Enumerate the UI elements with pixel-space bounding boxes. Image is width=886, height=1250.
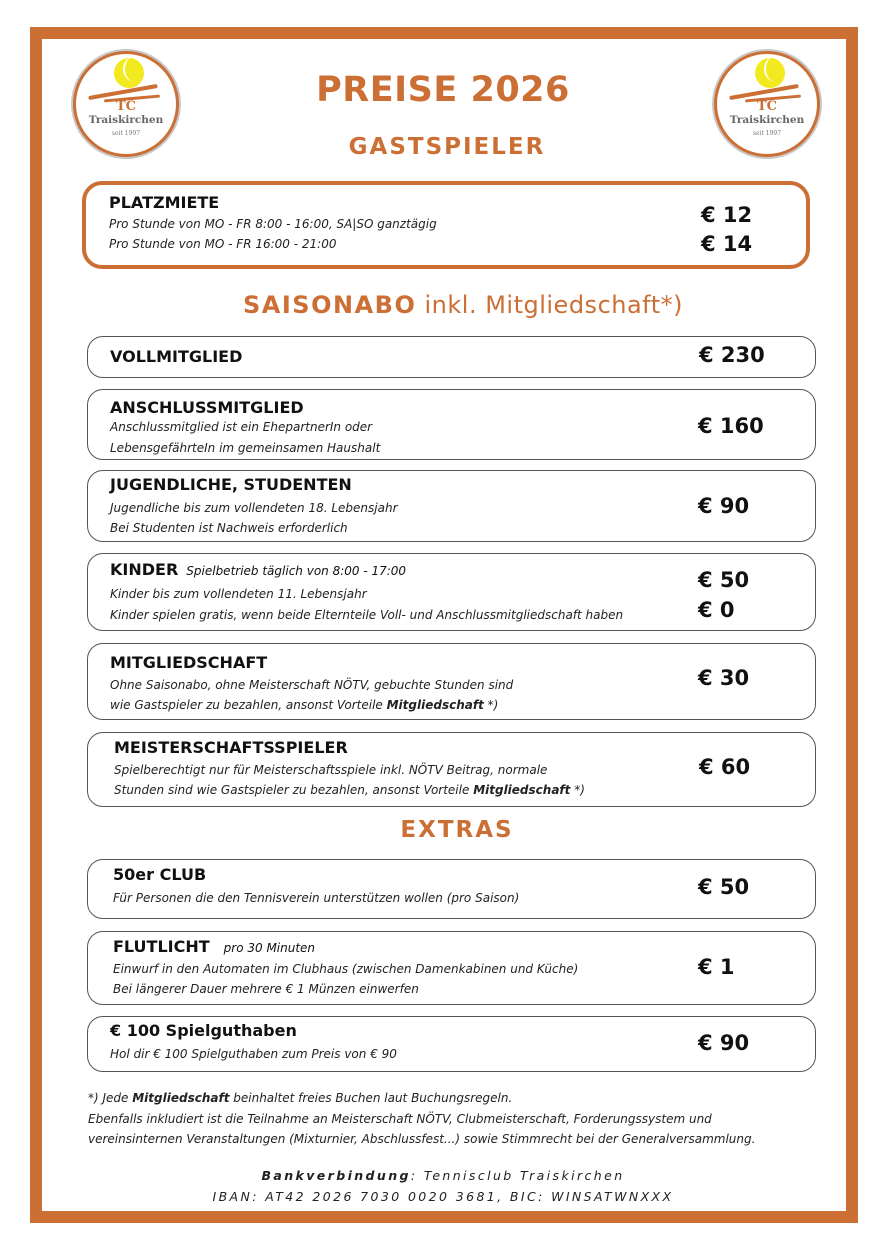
card-line: Einwurf in den Automaten im Clubhaus (zwischen Damenkabinen und Küche) [113, 962, 579, 976]
card-line-tail: *) [483, 698, 499, 712]
card-title: ANSCHLUSSMITGLIED [110, 398, 304, 417]
footnote-text: beinhaltet freies Buchen laut Buchungsregeln. [229, 1091, 513, 1105]
platzmiete-card [82, 181, 810, 269]
card-title: VOLLMITGLIED [110, 347, 243, 366]
price: € 90 [698, 1031, 750, 1055]
card-line: Ohne Saisonabo, ohne Meisterschaft NÖTV, gebuchte Stunden sind [110, 678, 514, 692]
bank-label: Bankverbindung [261, 1168, 411, 1183]
card-line-tail: *) [570, 783, 585, 797]
footnote-bold: Mitgliedschaft [132, 1091, 230, 1105]
logo-name: Traiskirchen [729, 114, 805, 126]
price: € 50 [698, 875, 750, 899]
card-line [110, 698, 498, 712]
price-card-meisterschaftsspieler [87, 732, 816, 807]
card-title: € 100 Spielguthaben [110, 1021, 297, 1040]
card-line-text: wie Gastspieler zu bezahlen, ansonst Vorteile [110, 698, 387, 712]
price: € 0 [698, 598, 735, 622]
card-line: Spielberechtigt nur für Meisterschaftsspiele inkl. NÖTV Beitrag, normale [114, 763, 548, 777]
price: € 90 [698, 494, 750, 518]
card-line-text: Stunden sind wie Gastspieler zu bezahlen, ansonst Vorteile [114, 783, 474, 797]
card-line: Pro Stunde von MO - FR 16:00 - 21:00 [109, 237, 337, 251]
price-card-50er-club [87, 859, 816, 919]
price: € 60 [699, 755, 751, 779]
card-line: Jugendliche bis zum vollendeten 18. Lebensjahr [110, 501, 398, 515]
footnote-line-1 [88, 1091, 512, 1105]
price: € 30 [698, 666, 750, 690]
logo-since: seit 1997 [111, 130, 141, 137]
price-card-anschlussmitglied [87, 389, 816, 460]
price-card-flutlicht [87, 931, 816, 1005]
price-card-vollmitglied [87, 336, 816, 378]
card-title-text: KINDER [110, 560, 179, 579]
price: € 14 [701, 232, 753, 256]
card-title: JUGENDLICHE, STUDENTEN [110, 475, 352, 494]
section-heading-extras: EXTRAS [400, 817, 514, 843]
card-title: MEISTERSCHAFTSSPIELER [114, 738, 348, 757]
footnote-line-2: Ebenfalls inkludiert ist die Teilnahme an Meisterschaft NÖTV, Clubmeisterschaft, Forderungssystem und [88, 1112, 712, 1126]
card-title [110, 560, 406, 579]
price-card-mitgliedschaft [87, 643, 816, 720]
logo-name: Traiskirchen [88, 114, 164, 126]
price-card-spielguthaben [87, 1016, 816, 1072]
card-line: Für Personen die den Tennisverein unterstützen wollen (pro Saison) [113, 891, 520, 905]
price: € 160 [698, 414, 764, 438]
card-line: Kinder bis zum vollendeten 11. Lebensjahr [110, 587, 367, 601]
footnote-line-3: vereinsinternen Veranstaltungen (Mixturnier, Abschlussfest...) sowie Stimmrecht bei der Generalversammlung. [88, 1132, 756, 1146]
saisonabo-rest: inkl. Mitgliedschaft*) [424, 291, 683, 319]
price: € 12 [701, 203, 753, 227]
bank-name: : Tennisclub Traiskirchen [410, 1168, 625, 1183]
card-title: PLATZMIETE [109, 193, 220, 212]
footnote-text: *) Jede [88, 1091, 133, 1105]
saisonabo-bold: SAISONABO [243, 291, 417, 319]
card-note: Spielbetrieb täglich von 8:00 - 17:00 [186, 564, 407, 578]
price-card-jugendliche [87, 470, 816, 542]
card-line-bold: Mitgliedschaft [386, 698, 484, 712]
card-title [113, 937, 315, 956]
price: € 50 [698, 568, 750, 592]
card-line-bold: Mitgliedschaft [473, 783, 571, 797]
section-heading-saisonabo [0, 291, 886, 319]
page-title: PREISE 2026 [316, 70, 570, 110]
card-line: LebensgefährteIn im gemeinsamen Haushalt [110, 441, 381, 455]
section-heading-gastspieler: GASTSPIELER [348, 134, 546, 160]
card-line: Pro Stunde von MO - FR 8:00 - 16:00, SA|SO ganztägig [109, 217, 437, 231]
price: € 1 [698, 955, 735, 979]
card-title: MITGLIEDSCHAFT [110, 653, 268, 672]
price: € 230 [699, 343, 765, 367]
bank-line-1 [0, 1168, 886, 1183]
card-line: Bei längerer Dauer mehrere € 1 Münzen einwerfen [113, 982, 419, 996]
card-title: 50er CLUB [113, 865, 207, 884]
card-line: Hol dir € 100 Spielguthaben zum Preis von € 90 [110, 1047, 397, 1061]
card-line: Anschlussmitglied ist ein EhepartnerIn oder [110, 420, 373, 434]
card-line: Kinder spielen gratis, wenn beide Elternteile Voll- und Anschlussmitgliedschaft haben [110, 608, 624, 622]
price-card-kinder [87, 553, 816, 631]
card-line [114, 783, 585, 797]
card-line: Bei Studenten ist Nachweis erforderlich [110, 521, 348, 535]
card-note: pro 30 Minuten [223, 941, 316, 955]
logo-tc: TC [115, 99, 137, 114]
bank-iban: IBAN: AT42 2026 7030 0020 3681, BIC: WINSATWNXXX [212, 1189, 674, 1204]
logo-since: seit 1997 [752, 130, 782, 137]
card-title-text: FLUTLICHT [113, 937, 210, 956]
logo-tc: TC [756, 99, 778, 114]
